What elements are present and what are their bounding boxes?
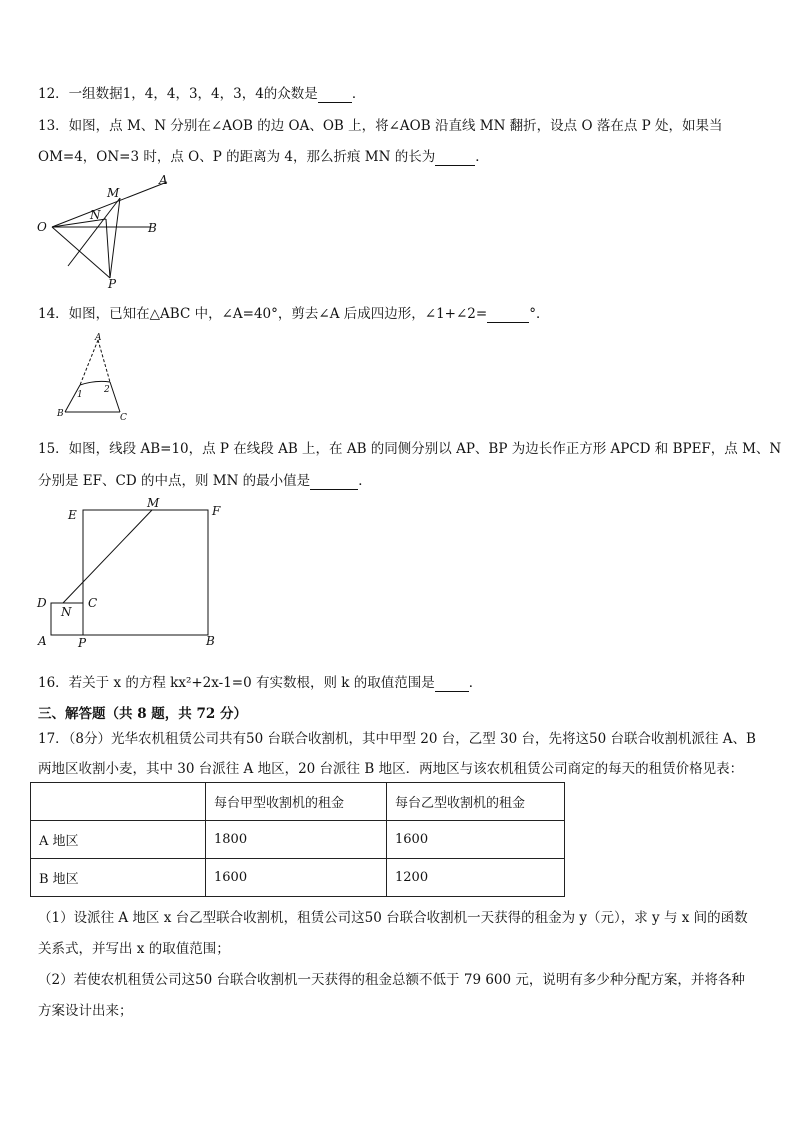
- answer-blank: [487, 306, 529, 323]
- label-e: E: [68, 508, 77, 522]
- label-p: P: [108, 277, 117, 290]
- label-f: F: [212, 504, 221, 518]
- q17-line2: 两地区收割小麦，其中 30 台派往 A 地区，20 台派往 B 地区．两地区与该农机租赁公司商定的每天的租赁价格见表：: [38, 761, 744, 777]
- segment-mp: [110, 198, 120, 278]
- label-m: M: [147, 496, 160, 510]
- label-b: B: [57, 409, 64, 419]
- q17-part1-line1: （1）设派往 A 地区 x 台乙型联合收割机，租赁公司这50 台联合收割机一天获得的租金为 y（元），求 y 与 x 间的函数: [38, 910, 748, 926]
- q16-tail: ．: [468, 675, 483, 691]
- answer-blank: [435, 149, 475, 166]
- q15-line2: [38, 469, 372, 490]
- label-n: N: [90, 208, 101, 222]
- q15-line1: 15．如图，线段 AB=10，点 P 在线段 AB 上，在 AB 的同侧分别以 AP、BP 为边长作正方形 APCD 和 BPEF，点 M、N: [38, 441, 782, 457]
- table-cell: A 地区: [31, 821, 206, 859]
- table-header-cell: 每台乙型收割机的租金: [387, 783, 565, 821]
- q13-figure: [30, 170, 180, 290]
- q17-part2-line2: 方案设计出来；: [38, 1003, 133, 1019]
- label-p: P: [78, 636, 87, 650]
- segment-mn: [63, 510, 152, 603]
- table-row: [31, 821, 565, 859]
- q13-line1: 13．如图，点 M、N 分别在∠AOB 的边 OA、OB 上，将∠AOB 沿直线 MN 翻折，设点 O 落在点 P 处，如果当: [38, 118, 723, 134]
- label-b: B: [206, 634, 215, 648]
- answer-blank: [310, 473, 358, 490]
- q16: [38, 671, 482, 692]
- answer-blank: [435, 675, 469, 692]
- table-header-cell: [31, 783, 206, 821]
- side-c: [110, 382, 120, 412]
- label-angle-1: 1: [77, 390, 83, 400]
- label-b: B: [148, 221, 157, 235]
- table-header-cell: 每台甲型收割机的租金: [206, 783, 387, 821]
- q12-text: 12．一组数据1，4，4，3，4，3，4的众数是: [38, 86, 318, 102]
- q12-tail: ．: [351, 86, 366, 102]
- segment-np: [106, 219, 110, 278]
- table-cell: 1600: [206, 859, 387, 897]
- label-a: A: [38, 634, 47, 648]
- table-row: [31, 859, 565, 897]
- label-m: M: [107, 186, 120, 200]
- table-cell: 1200: [387, 859, 565, 897]
- q17-part2-line1: （2）若使农机租赁公司这50 台联合收割机一天获得的租金总额不低于 79 600 元，说明有多少种分配方案，并将各种: [38, 972, 745, 988]
- label-d: D: [37, 596, 47, 610]
- answer-blank: [318, 86, 352, 103]
- segment-op: [52, 227, 110, 278]
- q15-text: 分别是 EF、CD 的中点，则 MN 的最小值是: [38, 473, 311, 489]
- q14: [38, 302, 549, 323]
- q14-tail: °．: [529, 306, 550, 322]
- label-n: N: [61, 605, 72, 619]
- q16-text: 16．若关于 x 的方程 kx²+2x-1=0 有实数根，则 k 的取值范围是: [38, 675, 435, 691]
- q13-tail: ．: [475, 149, 489, 165]
- label-o: O: [37, 220, 47, 234]
- label-a: A: [95, 333, 102, 343]
- cut-side-ab: [80, 340, 98, 385]
- q15-figure: [30, 495, 230, 650]
- table-header-row: [31, 783, 565, 821]
- label-angle-2: 2: [104, 385, 110, 395]
- q14-figure: [50, 330, 140, 422]
- q17-line1: 17．（8分）光华农机租赁公司共有50 台联合收割机，其中甲型 20 台，乙型 30 台，先将这50 台联合收割机派往 A、B: [38, 731, 756, 747]
- rent-price-table: [30, 782, 565, 897]
- table-cell: 1600: [387, 821, 565, 859]
- label-c: C: [120, 413, 127, 422]
- table-cell: 1800: [206, 821, 387, 859]
- q13-line2: [38, 145, 489, 166]
- section-heading: 三、解答题（共 8 题，共 72 分）: [38, 706, 247, 722]
- label-c: C: [88, 596, 98, 610]
- table-cell: B 地区: [31, 859, 206, 897]
- q13-text: OM=4，ON=3 时，点 O、P 的距离为 4，那么折痕 MN 的长为: [38, 149, 436, 165]
- square-bpef: [83, 510, 208, 635]
- q17-part1-line2: 关系式，并写出 x 的取值范围；: [38, 941, 230, 957]
- q14-text: 14．如图，已知在△ABC 中，∠A=40°，剪去∠A 后成四边形，∠1+∠2=: [38, 306, 488, 322]
- q15-tail: ．: [358, 473, 372, 489]
- q12: [38, 82, 365, 103]
- label-a: A: [159, 173, 168, 187]
- cut-side-ac: [98, 340, 110, 382]
